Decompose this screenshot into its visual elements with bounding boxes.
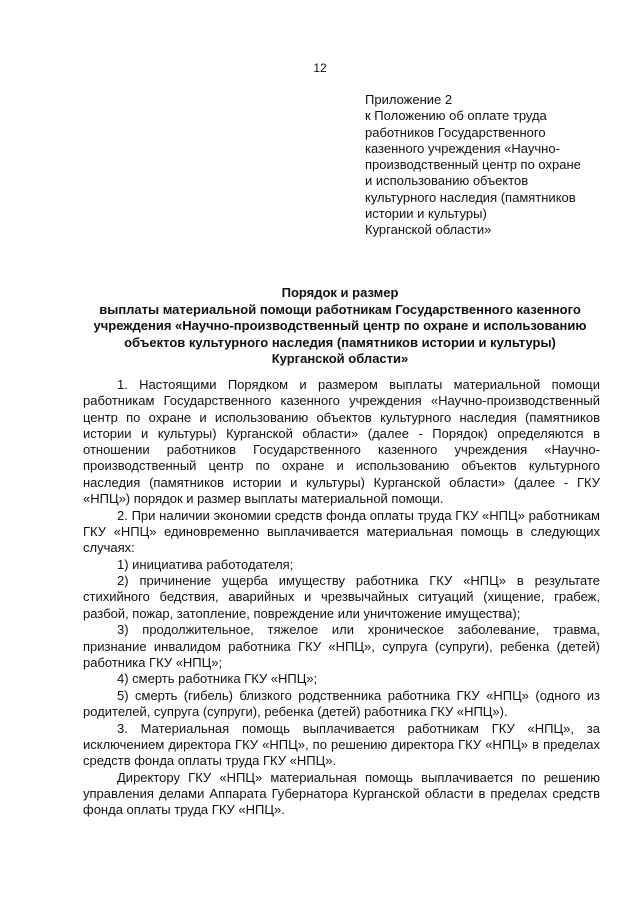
document-title [60,285,620,368]
paragraph-director: Директору ГКУ «НПЦ» материальная помощь выплачивается по решению управления делами Аппарата Губернатора Курганской области в пределах средств фонда оплаты труда ГКУ «НПЦ». [83,769,600,818]
appendix-header [365,92,615,239]
title-line: Порядок и размер [281,285,399,300]
list-item-4: 4) смерть работника ГКУ «НПЦ»; [117,671,318,687]
appendix-line: работников Государственного [365,124,546,140]
appendix-line: культурного наследия (памятников [365,189,576,205]
list-item-5: 5) смерть (гибель) близкого родственника работника ГКУ «НПЦ» (одного из родителей, супруга (супруги), ребенка (детей) работника ГКУ «НПЦ»). [83,687,600,720]
list-item-1: 1) инициатива работодателя; [117,556,294,572]
title-line: выплаты материальной помощи работникам Государственного казенного [99,301,581,317]
appendix-line: Приложение 2 [365,92,453,107]
list-item-2: 2) причинение ущерба имуществу работника ГКУ «НПЦ» в результате стихийного бедствия, аварийных и чрезвычайных ситуаций (хищение, грабеж, разбой, пожар, затопление, повреждение или уничтожение имущества); [83,573,600,621]
title-line: Курганской области» [271,351,409,367]
appendix-line: истории и культуры) [365,206,487,222]
list-item-3: 3) продолжительное, тяжелое или хроническое заболевание, травма, признание инвалидом работника ГКУ «НПЦ», супруга (супруги), ребенка (детей) работника ГКУ «НПЦ»; [83,622,600,670]
page-number: 12 [313,61,327,75]
appendix-line: Курганской области» [365,222,492,238]
title-line: объектов культурного наследия (памятников истории и культуры) [124,334,556,350]
appendix-line: казенного учреждения «Научно- [365,140,560,156]
appendix-line: и использованию объектов [365,173,529,189]
paragraph-2: 2. При наличии экономии средств фонда оплаты труда ГКУ «НПЦ» работникам ГКУ «НПЦ» единовременно выплачивается материальная помощь в следующих случаях: [83,507,600,556]
title-line: учреждения «Научно-производственный центр по охране и использованию [93,318,587,334]
appendix-line: производственный центр по охране [365,157,581,173]
paragraph-3: 3. Материальная помощь выплачивается работникам ГКУ «НПЦ», за исключением директора ГКУ «НПЦ», по решению директора ГКУ «НПЦ» в пределах средств фонда оплаты труда ГКУ «НПЦ». [83,720,600,769]
paragraph-1: 1. Настоящими Порядком и размером выплаты материальной помощи работникам Государственного казенного учреждения «Научно-производственный центр по охране и использованию объектов культурного наследия (памятников истории и культуры) Курганской области» (далее - Порядок) определяются в отношении работников Государственного казенного учреждения «Научно-производственный центр по охране и использованию объектов культурного наследия (памятников истории и культуры) Курганской области» (далее - ГКУ «НПЦ») порядок и размер выплаты материальной помощи. [83,377,600,507]
document-body [83,377,600,819]
appendix-line: к Положению об оплате труда [365,108,547,124]
